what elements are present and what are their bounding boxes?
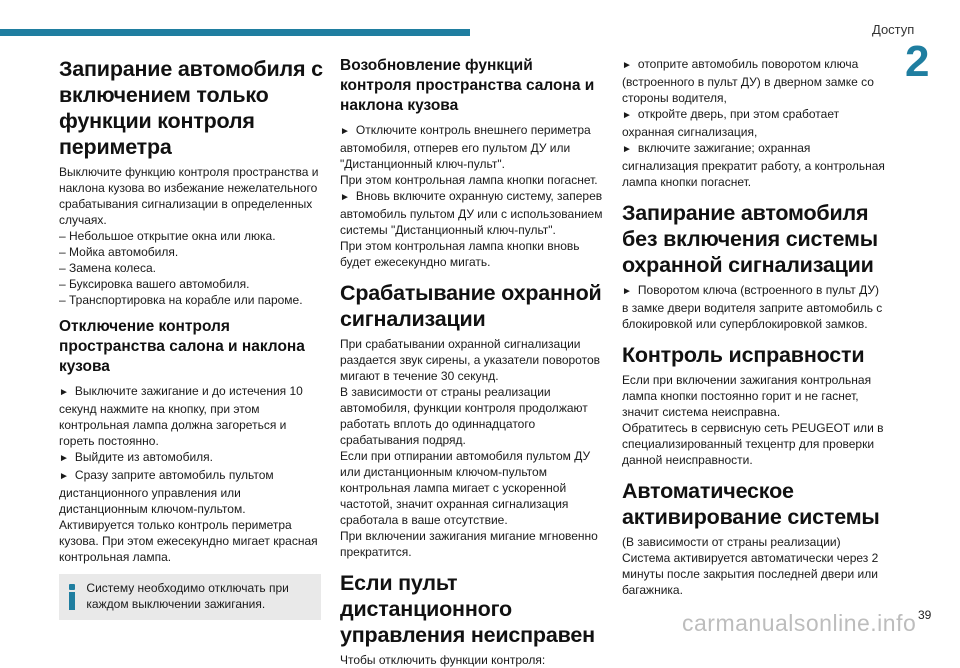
subheading-disable-interior: Отключение контроля пространства салона и наклона кузова xyxy=(59,318,305,375)
paragraph: Система активируется автоматически через 2 минуты после закрытия последней двери или багажника. xyxy=(622,551,879,597)
step xyxy=(622,140,886,190)
paragraph: Если при отпирании автомобиля пультом ДУ или дистанционным ключом-пультом контрольная лампа мигает с ускоренной частотой, значит охранная сигнализация сработала в ваше отсутствие. xyxy=(340,449,591,527)
step-text: Поворотом ключа (встроенного в пульт ДУ) в замке двери водителя заприте автомобиль с блокировкой или суперблокировкой замков. xyxy=(622,283,883,331)
bullet-arrow-icon: ► xyxy=(59,471,69,482)
step xyxy=(59,383,323,449)
bullet-arrow-icon: ► xyxy=(59,453,69,464)
heading-operation-check: Контроль исправности xyxy=(622,343,865,367)
outro-paragraph: Активируется только контроль периметра кузова. При этом ежесекундно мигает красная контрольная лампа. xyxy=(59,518,318,564)
paragraph: При включении зажигания мигание мгновенно прекратится. xyxy=(340,529,598,559)
header-accent-bar xyxy=(0,29,470,36)
chapter-number: 2 xyxy=(905,37,930,86)
column-3 xyxy=(622,56,886,598)
info-text: Систему необходимо отключать при каждом выключении зажигания. xyxy=(86,581,289,611)
bullet-arrow-icon: ► xyxy=(59,387,69,398)
step xyxy=(340,122,604,172)
page-number: 39 xyxy=(918,608,932,622)
step xyxy=(340,188,604,238)
step xyxy=(59,449,323,467)
bullet-arrow-icon: ► xyxy=(622,144,632,155)
step-text: Вновь включите охранную систему, заперев автомобиль пультом ДУ или с использованием системы "Дистанционный ключ-пульт". xyxy=(340,189,603,237)
bullet-arrow-icon: ► xyxy=(340,126,350,137)
heading-lock-without-alarm: Запирание автомобиля без включения системы охранной сигнализации xyxy=(622,201,878,277)
step-text: Выключите зажигание и до истечения 10 секунд нажмите на кнопку, при этом контрольная лампа должна загореться и гореть постоянно. xyxy=(59,384,303,448)
subheading-resume-monitoring: Возобновление функций контроля пространства салона и наклона кузова xyxy=(340,57,595,114)
step xyxy=(59,467,323,517)
step-text: откройте дверь, при этом сработает охранная сигнализация, xyxy=(622,107,840,139)
heading-remote-faulty: Если пульт дистанционного управления неисправен xyxy=(340,571,595,647)
step xyxy=(622,56,886,106)
heading-alarm-triggered: Срабатывание охранной сигнализации xyxy=(340,281,602,331)
intro-paragraph: Выключите функцию контроля пространства и наклона кузова во избежание нежелательного срабатывания сигнализации в определенных случаях. xyxy=(59,165,319,227)
list-item: – Замена колеса. xyxy=(59,261,156,275)
paragraph: При срабатывании охранной сигнализации раздается звук сирены, а указатели поворотов мигают в течение 30 секунд. xyxy=(340,337,600,383)
list-item: – Мойка автомобиля. xyxy=(59,245,179,259)
paragraph: Если при включении зажигания контрольная лампа кнопки постоянно горит и не гаснет, значит система неисправна. xyxy=(622,373,872,419)
bullet-arrow-icon: ► xyxy=(340,192,350,203)
paragraph: В зависимости от страны реализации автомобиля, функции контроля продолжают работать вплоть до одиннадцатого срабатывания подряд. xyxy=(340,385,588,447)
note: При этом контрольная лампа кнопки вновь будет ежесекундно мигать. xyxy=(340,239,580,269)
heading-auto-activation: Автоматическое активирование системы xyxy=(622,479,880,529)
bullet-arrow-icon: ► xyxy=(622,110,632,121)
step-text: Выйдите из автомобиля. xyxy=(74,450,214,464)
section-title: Доступ xyxy=(872,22,915,37)
info-box xyxy=(59,574,321,620)
watermark: carmanualsonline.info xyxy=(682,610,917,636)
info-icon xyxy=(67,580,76,612)
paragraph: Чтобы отключить функции контроля: xyxy=(340,653,546,667)
list-item: – Небольшое открытие окна или люка. xyxy=(59,229,276,243)
note: При этом контрольная лампа кнопки погаснет. xyxy=(340,173,598,187)
step xyxy=(622,106,886,140)
step-text: Сразу заприте автомобиль пультом дистанционного управления или дистанционным ключом-пультом. xyxy=(59,468,274,516)
bullet-arrow-icon: ► xyxy=(622,60,632,71)
list-item: – Буксировка вашего автомобиля. xyxy=(59,277,250,291)
paragraph: (В зависимости от страны реализации) xyxy=(622,535,841,549)
heading-perimeter-lock: Запирание автомобиля с включением только функции контроля периметра xyxy=(59,57,323,159)
step-text: включите зажигание; охранная сигнализация прекратит работу, а контрольная лампа кнопки погаснет. xyxy=(622,141,885,189)
column-1 xyxy=(59,56,323,620)
bullet-arrow-icon: ► xyxy=(622,286,632,297)
step-text: Отключите контроль внешнего периметра автомобиля, отперев его пультом ДУ или "Дистанционный ключ-пульт". xyxy=(340,123,591,171)
column-2 xyxy=(340,56,604,668)
step xyxy=(622,282,886,332)
step-text: отоприте автомобиль поворотом ключа (встроенного в пульт ДУ) в дверном замке со стороны водителя, xyxy=(622,57,874,105)
list-item: – Транспортировка на корабле или пароме. xyxy=(59,293,303,307)
paragraph: Обратитесь в сервисную сеть PEUGEOT или в специализированный техцентр для проверки данной неисправности. xyxy=(622,421,884,467)
